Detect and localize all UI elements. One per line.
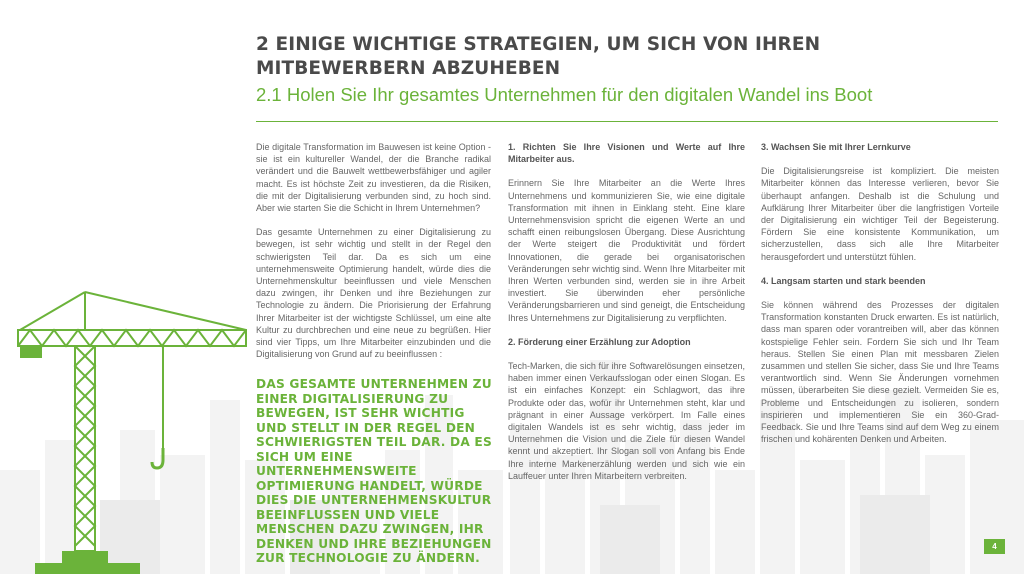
pull-quote: DAS GESAMTE UNTERNEHMEN ZU EINER DIGITALISIERUNG ZU BEWEGEN, IST SEHR WICHTIG UND STELLT IN DER REGEL DEN SCHWIERIGSTEN TEIL DAR. DA ES SICH UM EINE UNTERNEHMENSWEITE OPTIMIERUNG HANDELT, WÜRDE DIES DIE UNTERNEHMENSKULTUR BEEINFLUSSEN UND VIELE MENSCHEN DAZU ZWINGEN, IHR DENKEN UND IHRE BEZIEHUNGEN ZUR TECHNOLOGIE ZU ÄNDERN. [256, 377, 492, 565]
section-title: 2 EINIGE WICHTIGE STRATEGIEN, UM SICH VON IHREN MITBEWERBERN ABZUHEBEN [256, 34, 821, 79]
tip-1-text: Erinnern Sie Ihre Mitarbeiter an die Werte Ihres Unternehmens und kommunizieren Sie, wie eine digitale Transformation mit ihnen in Einklang steht. Eine klare Unternehmensvision spricht die eigenen Werte an und schafft einen reibungslosen Übergang. Diese Ausrichtung der Werte steigert die Produktivität und fördert Innovationen, die gerade bei organisatorischen Veränderungen sehr wichtig sind. Wenn Ihre Mitarbeiter mit Ihren Werten verbunden sind, werden sie in ihre Arbeit investiert. Sie überwinden eher persönliche Veränderungsbarrieren und sind geneigt, die Entscheidung Ihres Unternehmens zur Digitalisierung zu verpflichten. [508, 178, 745, 323]
page-number-badge: 4 [984, 539, 1005, 554]
tip-4-heading: 4. Langsam starten und stark beenden [761, 275, 926, 286]
body-paragraph: Das gesamte Unternehmen zu einer Digitalisierung zu bewegen, ist sehr wichtig und stellt in der Regel den schwierigsten Teil dar. Da es sich um eine unternehmensweite Optimierung handelt, würde dies die Unternehmenskultur beeinflussen und viele Menschen dazu zwingen, ihr Denken und ihre Beziehungen zur Technologie zu ändern. Die Priorisierung der Erfahrung Ihrer Mitarbeiter ist der wichtigste Schlüssel, um eine alte Kultur zu durchbrechen und eine neue zu begrüßen. Hier sind vier Tipps, um Ihre Mitarbeiter einzubinden und die Digitalisierung von Grund auf zu beeinflussen : [256, 227, 491, 360]
tip-3-heading: 3. Wachsen Sie mit Ihrer Lernkurve [761, 142, 911, 152]
tip-4-text: Sie können während des Prozesses der digitalen Transformation konstanten Druck erwarten. Es ist natürlich, dass man sparen oder vorantreiben will, aber das können kostspielige Fehler sein. Fordern Sie sich und Ihr Team heraus. Stellen Sie einen Plan mit messbaren Zielen zusammen und stellen Sie sicher, dass Sie und Ihre Teams verantwortlich sind. Wenn Sie Änderungen vornehmen müssen, überarbeiten Sie diese gezielt. Vermeiden Sie es, Probleme und Entscheidungen zu isolieren, sondern inspirieren und implementieren Sie ein 360-Grad-Feedback. Sie und Ihre Teams sind auf dem Weg zu einem frischen und kohärenten Denken und Arbeiten. [761, 300, 999, 445]
tip-2-text: Tech-Marken, die sich für ihre Softwarelösungen einsetzen, haben immer einen Verkaufsslogan oder einen Slogan. Es ist ein einfaches Konzept: ein Schlagwort, das ihre Produkte oder das, wofür ihr Unternehmen steht, klar und prägnant in einer Aussage verkörpert. Im Falle eines digitalen Wandels ist es sehr wichtig, dass jeder im Unternehmen die Vision und die Ziele für diesen Wandel kennt und akzeptiert. Ihr Slogan soll von Anfang bis Ende Ihre interne Markenerzählung werden und sich wie ein Lauffeuer unter Ihren Mitarbeitern verbreiten. [508, 361, 745, 481]
text-column-3 [761, 141, 999, 457]
tip-2-heading: 2. Förderung einer Erzählung zur Adoption [508, 336, 691, 347]
heading-divider [256, 121, 998, 122]
text-column-2 [508, 141, 745, 494]
intro-paragraph: Die digitale Transformation im Bauwesen ist keine Option - sie ist ein kultureller Wandel, der die Branche radikal verändert und die Bauwelt wettbewerbsfähiger und agiler macht. Es ist höchste Zeit zu investieren, da die Risiken, die mit der Digitalisierung verbunden sind, zu hoch sind. Aber wie starten Sie die Schicht in Ihrem Unternehmen? [256, 142, 491, 214]
tip-3-text: Die Digitalisierungsreise ist kompliziert. Die meisten Mitarbeiter können das Interesse verlieren, bevor Sie überhaupt anfangen. Deshalb ist die Schulung und Aufklärung Ihrer Mitarbeiter über die langfristigen Vorteile der Digitalisierung ein wichtiger Teil der Begeisterung. Fördern Sie eine konsistente Kommunikation, um sicherzustellen, dass sich alle Ihre Mitarbeiter herausgefordert und unterstützt fühlen. [761, 166, 999, 262]
text-column-1 [256, 141, 491, 372]
tip-1-heading: 1. Richten Sie Ihre Visionen und Werte auf Ihre Mitarbeiter aus. [508, 142, 745, 165]
section-subtitle: 2.1 Holen Sie Ihr gesamtes Unternehmen für den digitalen Wandel ins Boot [256, 84, 873, 105]
